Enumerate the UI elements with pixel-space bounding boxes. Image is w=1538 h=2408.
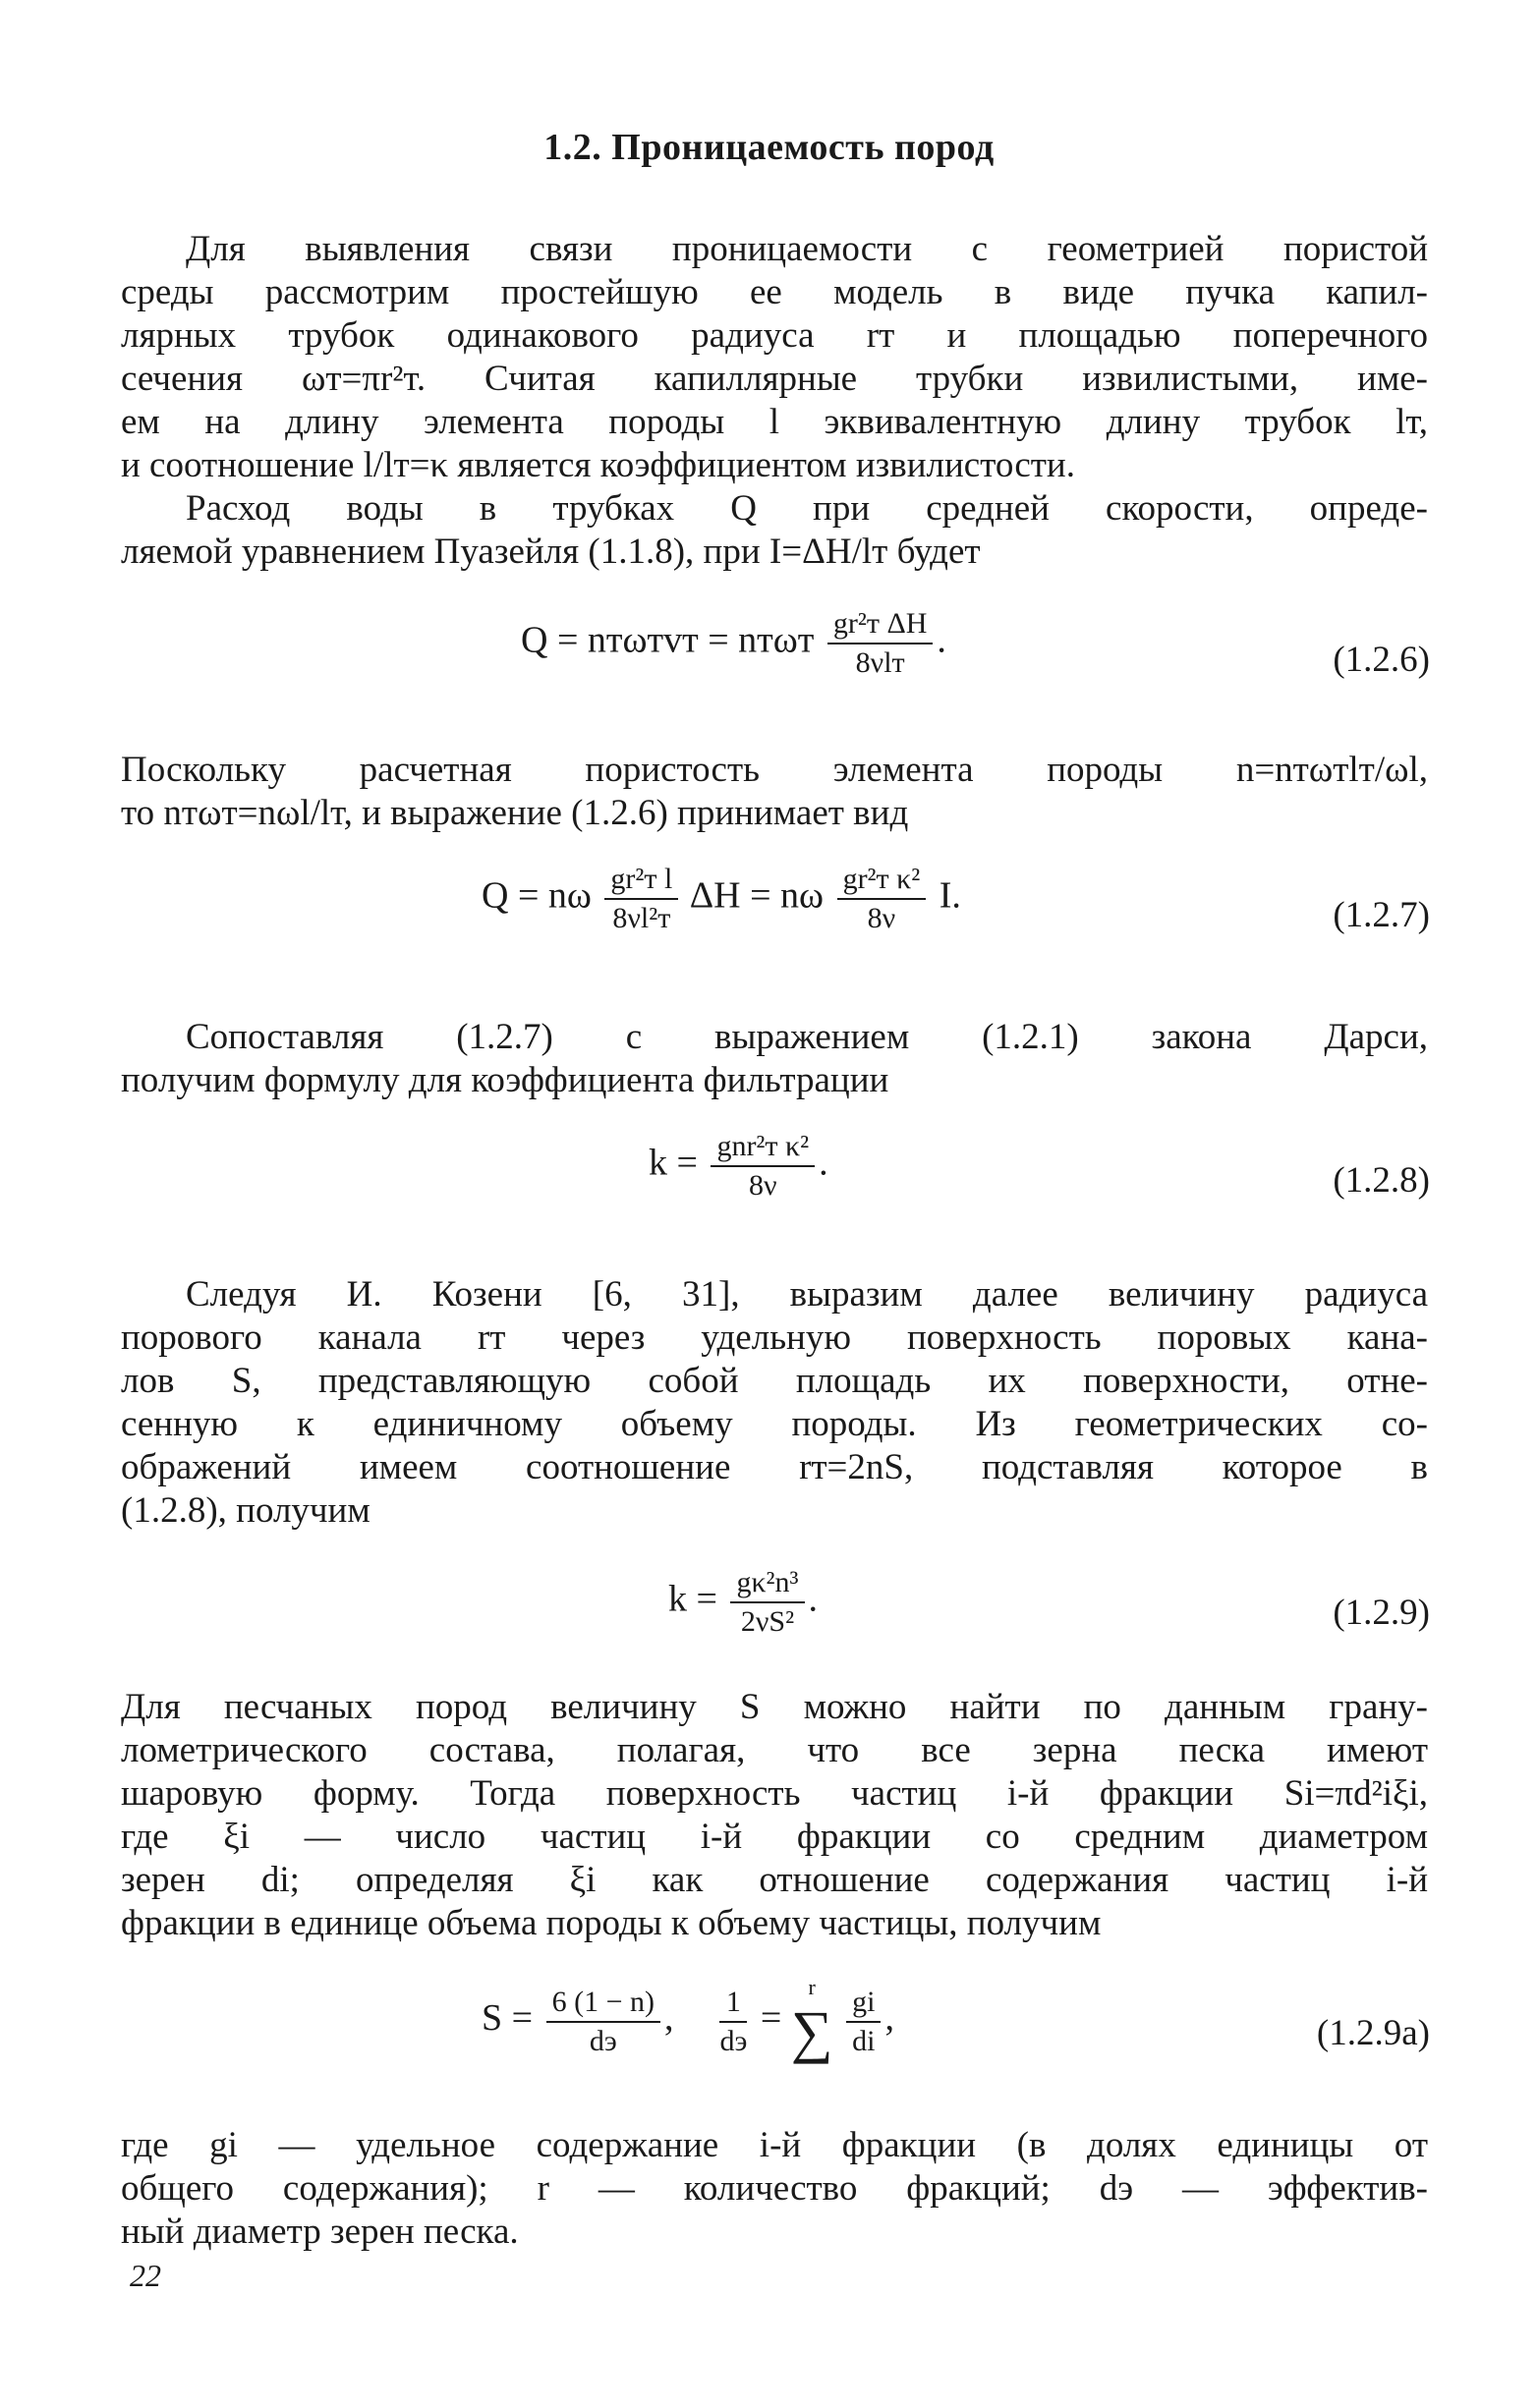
equation-lhs: k = (649, 1142, 698, 1184)
denominator: 8νlт (855, 646, 905, 679)
equation-1-2-9: k = $\frac{\text{gκ²n³}}{\text{2νS²}}$ . (1.2.9) (668, 1566, 1430, 1638)
text-line: (1.2.8), получим (121, 1490, 370, 1531)
fraction (730, 1566, 804, 1639)
text-line: общего содержания); r — количество фракций; dэ — эффектив- (121, 2168, 1428, 2209)
text-line: сенную к единичному объему породы. Из геометрических со- (121, 1404, 1428, 1444)
text-line: шаровую форму. Тогда поверхность частиц i-й фракции Si=πd²iξi, (121, 1773, 1428, 1814)
text-line: Для песчаных пород величину S можно найти по данным грану- (121, 1687, 1428, 1727)
numerator: gκ²n³ (730, 1566, 804, 1603)
fraction (837, 863, 927, 935)
page-number: 22 (130, 2258, 161, 2293)
text-line: ображений имеем соотношение rт=2nS, подставляя которое в (121, 1447, 1428, 1487)
numerator: gr²т κ² (837, 863, 927, 900)
equation-lhs: k = (668, 1578, 717, 1620)
equation-lhs: Q = nω (482, 874, 592, 917)
text-line: Для выявления связи проницаемости с геометрией пористой (186, 229, 1428, 269)
denominator: di (852, 2024, 876, 2057)
text-line: Следуя И. Козени [6, 31], выразим далее величину радиуса (186, 1274, 1428, 1315)
fraction (846, 1986, 881, 2058)
text-line: Сопоставляя (1.2.7) с выражением (1.2.1) закона Дарси, (186, 1017, 1428, 1057)
equation-number: (1.2.9) (1333, 1593, 1430, 1633)
equation-number: (1.2.7) (1333, 895, 1430, 935)
equation-lhs: S = (482, 1997, 534, 2040)
text-line: где ξi — число частиц i-й фракции со средним диаметром (121, 1817, 1428, 1857)
denominator: dэ (719, 2024, 748, 2057)
fraction (546, 1986, 660, 2058)
denominator: 8ν (867, 902, 896, 934)
paragraph-1 (121, 228, 1428, 487)
denominator: 8νl²т (612, 902, 671, 934)
sum-sign: ∑ (790, 1999, 833, 2064)
text-line: получим формулу для коэффициента фильтрации (121, 1060, 889, 1100)
equation-1-2-9a: S = $\frac{6 (1 - n)}{dэ}$ , $\frac{1}{dэ}$ = r ∑ $\frac{gi}{di}$ , (1.2.9а) (482, 1975, 1430, 2064)
equation-middle: ΔH = nω (689, 874, 825, 917)
denominator: dэ (589, 2024, 617, 2057)
fraction (711, 1130, 815, 1203)
numerator: gi (846, 1986, 881, 2023)
text-line: то nтωт=nωl/lт, и выражение (1.2.6) принимает вид (121, 793, 909, 833)
text-line: ный диаметр зерен песка. (121, 2212, 519, 2252)
text-line: Расход воды в трубках Q при средней скорости, опреде- (186, 488, 1428, 529)
paragraph-7 (121, 2124, 1428, 2254)
numerator: 6 (1 − n) (546, 1986, 660, 2023)
text-line: лярных трубок одинакового радиуса rт и площадью поперечного (121, 315, 1428, 356)
denominator: 8ν (749, 1169, 777, 1202)
paragraph-4 (121, 1016, 1428, 1102)
paragraph-2 (121, 487, 1428, 574)
text-line: сечения ωт=πr²т. Считая капиллярные трубки извилистыми, име- (121, 359, 1428, 399)
paragraph-6 (121, 1686, 1428, 1945)
text-line: зерен di; определяя ξi как отношение содержания частиц i-й (121, 1860, 1428, 1900)
equation-1-2-7 (0, 863, 1538, 961)
text-line: ем на длину элемента породы l эквивалентную длину трубок lт, (121, 402, 1428, 442)
equation-1-2-6: Q = nтωтvт = nтωт $\frac{\text{gr²т ΔH}}{\text{8νlт}}$ . (1.2.6) (521, 607, 1430, 680)
paragraph-5 (121, 1273, 1428, 1533)
numerator: gr²т ΔH (827, 607, 934, 644)
text-line: Поскольку расчетная пористость элемента породы n=nтωтlт/ωl, (121, 750, 1428, 790)
paragraph-3 (121, 749, 1428, 835)
section-heading: 1.2. Проницаемость пород (543, 127, 995, 168)
text-line: лов S, представляющую собой площадь их поверхности, отне- (121, 1361, 1428, 1401)
equation-1-2-8: k = $\frac{\text{gnr²т κ²}}{8\nu}$ . (1.2.8) (649, 1130, 1430, 1202)
equation-rhs: I. (939, 874, 961, 917)
sum-upper-limit: r (808, 1975, 816, 1999)
text-line: где gi — удельное содержание i-й фракции (в долях единицы от (121, 2125, 1428, 2165)
denominator: 2νS² (740, 1605, 795, 1638)
equation-lhs: Q = nтωтvт = nтωт (521, 619, 815, 661)
text-line: среды рассмотрим простейшую ее модель в виде пучка капил- (121, 272, 1428, 312)
text-line: лометрического состава, полагая, что все зерна песка имеют (121, 1730, 1428, 1770)
equation-number: (1.2.8) (1333, 1160, 1430, 1201)
text-line: фракции в единице объема породы к объему частицы, получим (121, 1903, 1102, 1943)
numerator: 1 (719, 1986, 747, 2023)
numerator: gr²т l (604, 863, 678, 900)
text-line: ляемой уравнением Пуазейля (1.1.8), при I=ΔH/lт будет (121, 532, 981, 572)
fraction (604, 863, 678, 935)
equation-number: (1.2.6) (1333, 640, 1430, 680)
equation-number: (1.2.9а) (1316, 2013, 1430, 2053)
text-line: порового канала rт через удельную поверхность поровых кана- (121, 1317, 1428, 1358)
fraction (719, 1986, 747, 2058)
text-line: и соотношение l/lт=κ является коэффициентом извилистости. (121, 445, 1075, 485)
fraction (827, 607, 934, 680)
numerator: gnr²т κ² (711, 1130, 815, 1167)
